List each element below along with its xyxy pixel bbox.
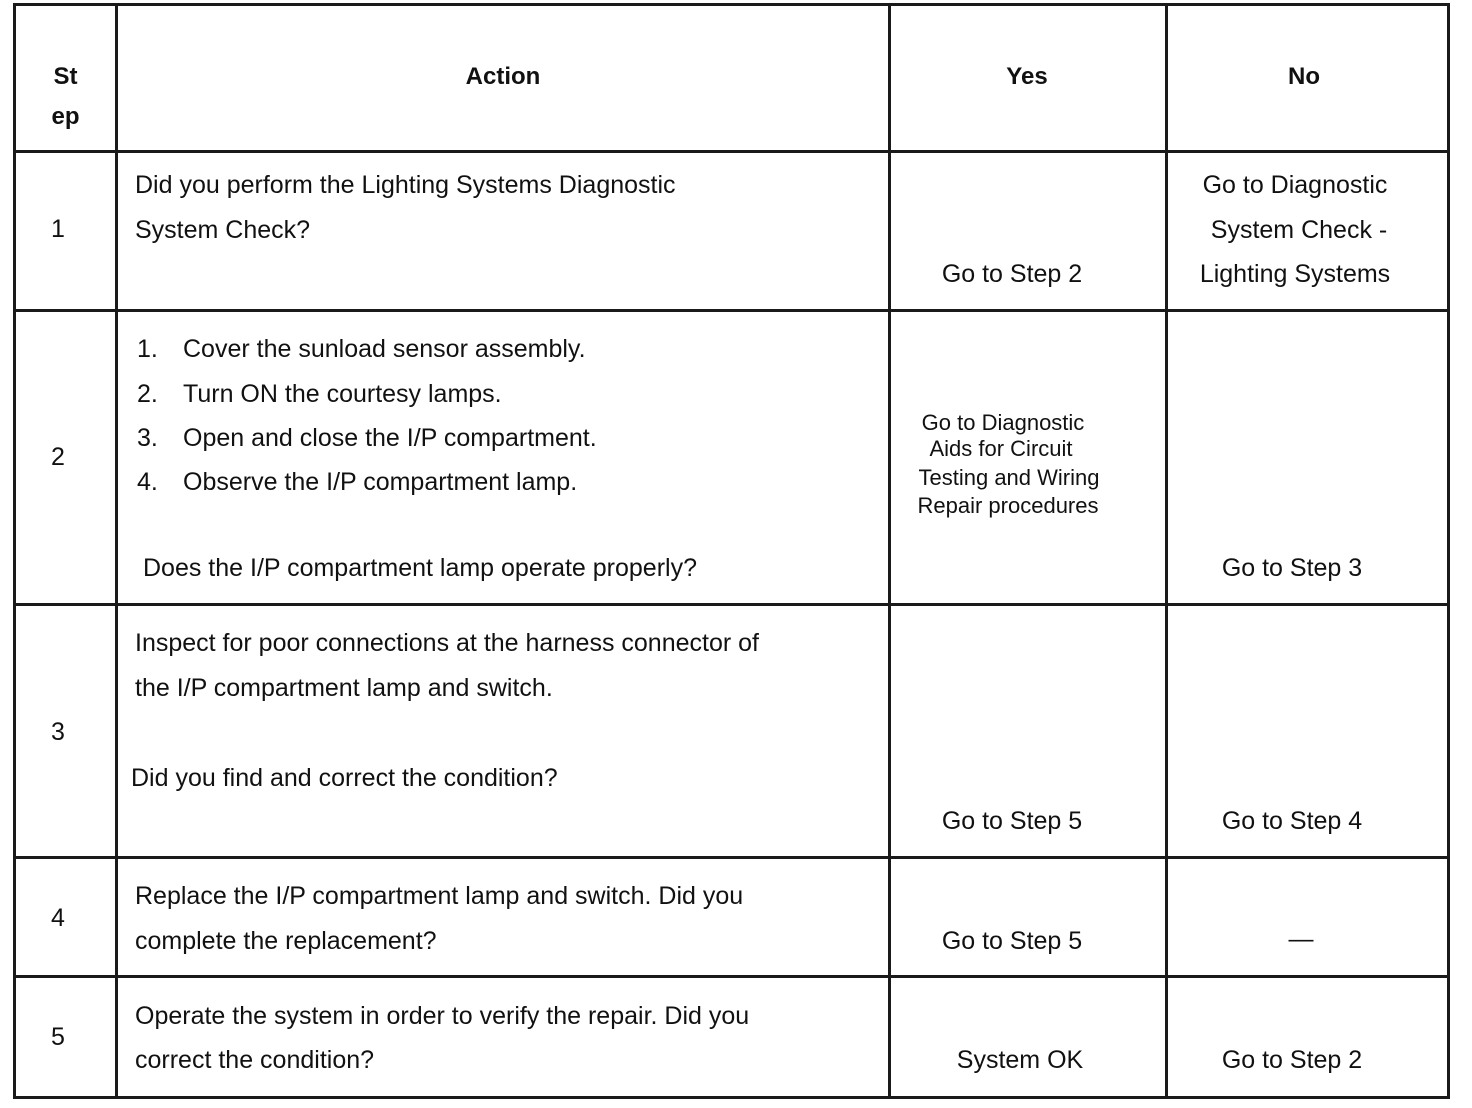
action-text: Did you perform the Lighting Systems Diagnostic xyxy=(135,171,676,199)
action-question: Does the I/P compartment lamp operate properly? xyxy=(143,554,697,582)
list-number: 3. xyxy=(137,424,158,452)
yes-result: Go to Step 5 xyxy=(941,927,1083,955)
row-divider xyxy=(13,309,1450,312)
yes-result: Testing and Wiring xyxy=(918,465,1100,490)
row-divider xyxy=(13,856,1450,859)
step-number: 2 xyxy=(51,443,65,471)
header-no: No xyxy=(1288,63,1320,90)
step-number: 4 xyxy=(51,904,65,932)
yes-result: Repair procedures xyxy=(917,493,1099,518)
action-text: complete the replacement? xyxy=(135,927,437,955)
action-question: Did you find and correct the condition? xyxy=(131,764,558,792)
action-text: Replace the I/P compartment lamp and switch. Did you xyxy=(135,882,744,910)
row-divider xyxy=(13,975,1450,978)
list-item xyxy=(137,379,502,409)
yes-result: Go to Step 2 xyxy=(941,260,1083,288)
action-text: Inspect for poor connections at the harness connector of xyxy=(135,629,759,657)
list-text: Open and close the I/P compartment. xyxy=(183,424,597,452)
action-text: correct the condition? xyxy=(135,1046,375,1074)
yes-result: Go to Diagnostic xyxy=(921,410,1085,435)
list-item xyxy=(137,423,597,453)
no-result: Go to Step 3 xyxy=(1221,554,1363,582)
column-divider xyxy=(115,3,118,1099)
no-result: Go to Step 4 xyxy=(1221,807,1363,835)
action-text: the I/P compartment lamp and switch. xyxy=(135,674,553,702)
no-result: Lighting Systems xyxy=(1199,260,1391,288)
list-item xyxy=(137,467,577,497)
list-text: Observe the I/P compartment lamp. xyxy=(183,468,578,496)
action-text: Operate the system in order to verify the repair. Did you xyxy=(135,1002,750,1030)
step-number: 3 xyxy=(51,718,65,746)
no-result: System Check - xyxy=(1210,216,1388,244)
step-number: 1 xyxy=(51,215,65,243)
header-yes: Yes xyxy=(1006,63,1048,90)
table-border-top xyxy=(13,3,1450,6)
list-text: Turn ON the courtesy lamps. xyxy=(183,380,502,408)
yes-result: Go to Step 5 xyxy=(941,807,1083,835)
row-divider xyxy=(13,603,1450,606)
list-text: Cover the sunload sensor assembly. xyxy=(183,335,586,363)
header-step-line2: ep xyxy=(51,103,80,130)
list-number: 1. xyxy=(137,335,158,363)
header-step xyxy=(18,62,113,132)
table-border-right xyxy=(1447,3,1450,1099)
no-result: Go to Diagnostic xyxy=(1202,171,1388,199)
yes-result: Aids for Circuit xyxy=(929,436,1073,461)
list-item xyxy=(137,334,586,364)
table-border-left xyxy=(13,3,16,1099)
action-text: System Check? xyxy=(135,216,311,244)
yes-result: System OK xyxy=(956,1046,1084,1074)
header-action: Action xyxy=(465,63,541,90)
header-divider xyxy=(13,150,1450,153)
header-step-line1: St xyxy=(53,63,78,90)
no-result: Go to Step 2 xyxy=(1221,1046,1363,1074)
list-number: 2. xyxy=(137,380,158,408)
list-number: 4. xyxy=(137,468,158,496)
step-number: 5 xyxy=(51,1023,65,1051)
no-result: — xyxy=(1288,925,1314,953)
table-border-bottom xyxy=(13,1096,1450,1099)
